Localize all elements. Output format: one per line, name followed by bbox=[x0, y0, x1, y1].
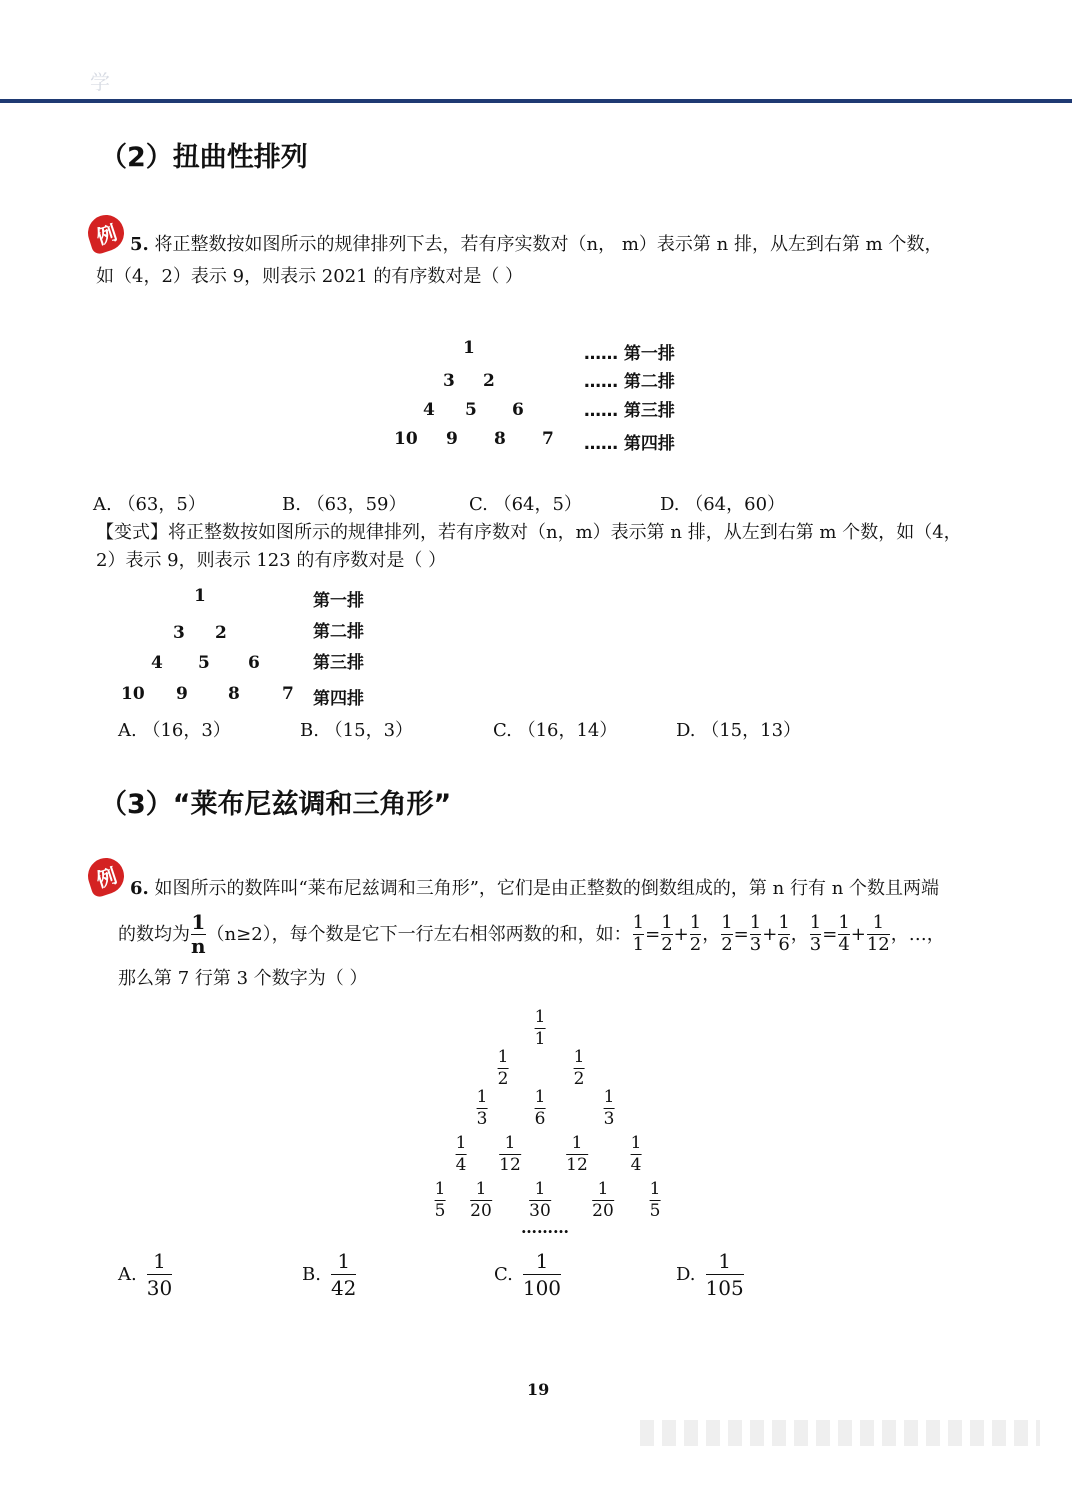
q5-row-label: …… 第三排 bbox=[584, 401, 675, 421]
fraction-denominator: 30 bbox=[529, 1200, 551, 1221]
q5-cell: 10 bbox=[394, 429, 418, 449]
q5-cell: 9 bbox=[446, 429, 458, 449]
q5-cell: 5 bbox=[465, 400, 477, 420]
fraction-numerator: 1 bbox=[597, 1179, 609, 1199]
variant-cell: 1 bbox=[194, 586, 206, 606]
q5-row-label: …… 第一排 bbox=[584, 344, 675, 364]
q5-option-a[interactable]: A. （63，5） bbox=[93, 494, 206, 515]
variant-row-label: 第三排 bbox=[313, 653, 364, 673]
variant-cell: 3 bbox=[173, 623, 185, 643]
q5-line1 bbox=[130, 234, 942, 256]
equation-symbol: + bbox=[850, 923, 866, 945]
fraction-denominator: 2 bbox=[689, 934, 702, 955]
fraction-numerator: 1 bbox=[535, 1249, 549, 1273]
variant-cell: 9 bbox=[176, 684, 188, 704]
fraction-numerator: 1 bbox=[632, 912, 645, 934]
fraction bbox=[838, 914, 849, 955]
fraction-denominator: 1 bbox=[534, 1028, 546, 1049]
fraction-numerator: 1 bbox=[475, 1179, 487, 1199]
triangle-cell bbox=[631, 1134, 642, 1174]
q5-number: 5. bbox=[130, 234, 149, 255]
fraction bbox=[750, 914, 761, 955]
fraction-numerator: 1 bbox=[689, 912, 702, 934]
triangle-cell bbox=[574, 1048, 585, 1088]
fraction-numerator: 1 bbox=[571, 1133, 583, 1153]
option-label: B. bbox=[302, 1263, 321, 1285]
triangle-ellipsis: ……… bbox=[521, 1218, 569, 1237]
fraction-numerator: 1 bbox=[337, 1249, 351, 1273]
triangle-cell bbox=[477, 1088, 488, 1128]
fraction bbox=[810, 914, 821, 955]
fraction-denominator: 12 bbox=[566, 1154, 588, 1175]
variant-cell: 7 bbox=[282, 684, 294, 704]
fraction-denominator: 100 bbox=[522, 1276, 562, 1300]
option-label: C. bbox=[494, 1263, 513, 1285]
variant-cell: 8 bbox=[228, 684, 240, 704]
fraction-denominator: 2 bbox=[573, 1068, 585, 1089]
fraction-numerator: 1 bbox=[504, 1133, 516, 1153]
q6-text-2b: （n≥2），每个数是它下一行左右相邻两数的和，如： bbox=[206, 923, 632, 945]
variant-line2: 2）表示 9，则表示 123 的有序数对是（ ） bbox=[96, 550, 447, 571]
q5-cell: 7 bbox=[542, 429, 554, 449]
equation-symbol: = bbox=[645, 923, 661, 945]
example-badge-icon: 例 bbox=[83, 853, 128, 898]
equation-symbol: ， bbox=[790, 923, 809, 945]
triangle-cell bbox=[470, 1180, 492, 1220]
variant-option-b[interactable]: B. （15，3） bbox=[300, 720, 414, 741]
q6-line1 bbox=[130, 878, 939, 900]
section-title-2: （2）扭曲性排列 bbox=[100, 142, 308, 173]
variant-line1: 【变式】将正整数按如图所示的规律排列，若有序数对（n，m）表示第 n 排，从左到右第 m 个数，如（4， bbox=[96, 522, 962, 543]
fraction-numerator: 1 bbox=[534, 1087, 546, 1107]
triangle-cell bbox=[604, 1088, 615, 1128]
fraction-numerator: 1 bbox=[661, 912, 673, 934]
q5-text-1: 将正整数按如图所示的规律排列下去，若有序实数对（n， m）表示第 n 排，从左到右第 m 个数， bbox=[154, 234, 943, 255]
fraction bbox=[147, 1250, 172, 1299]
fraction-denominator: 20 bbox=[470, 1200, 492, 1221]
fraction-numerator: 1 bbox=[872, 912, 885, 934]
q6-option-d[interactable] bbox=[676, 1250, 744, 1299]
example-badge-icon: 例 bbox=[83, 210, 128, 255]
variant-option-d[interactable]: D. （15，13） bbox=[676, 720, 802, 741]
fraction bbox=[721, 914, 732, 955]
bottom-decoration bbox=[640, 1420, 1040, 1446]
fraction bbox=[331, 1250, 356, 1299]
fraction-numerator: 1 bbox=[455, 1133, 467, 1153]
equation-symbol: + bbox=[673, 923, 689, 945]
triangle-cell bbox=[566, 1134, 588, 1174]
fraction-bar bbox=[331, 1274, 356, 1275]
equation-symbol: ， bbox=[702, 923, 721, 945]
fraction-denominator: 20 bbox=[592, 1200, 614, 1221]
fraction-numerator: 1 bbox=[649, 1179, 661, 1199]
triangle-cell bbox=[435, 1180, 446, 1220]
variant-cell: 5 bbox=[198, 653, 210, 673]
fraction-numerator: 1 bbox=[603, 1087, 615, 1107]
equation-symbol: ，…， bbox=[890, 923, 945, 945]
triangle-cell bbox=[499, 1134, 521, 1174]
fraction-denominator: 12 bbox=[499, 1154, 521, 1175]
triangle-cell bbox=[456, 1134, 467, 1174]
fraction-denominator: 4 bbox=[455, 1154, 467, 1175]
fraction bbox=[867, 914, 890, 955]
q5-cell: 1 bbox=[463, 338, 475, 358]
fraction-numerator: 1 bbox=[497, 1047, 509, 1067]
triangle-cell bbox=[535, 1088, 546, 1128]
variant-option-a[interactable]: A. （16，3） bbox=[118, 720, 231, 741]
fraction-denominator: 6 bbox=[778, 934, 790, 955]
fraction-denominator: 5 bbox=[434, 1200, 446, 1221]
triangle-cell bbox=[498, 1048, 509, 1088]
fraction bbox=[633, 914, 644, 955]
fraction-numerator: 1 bbox=[534, 1007, 546, 1027]
fraction-denominator: 4 bbox=[838, 934, 850, 955]
equation-symbol: = bbox=[822, 923, 838, 945]
option-label: A. bbox=[118, 1263, 137, 1285]
variant-cell: 4 bbox=[151, 653, 163, 673]
fraction-denominator: 3 bbox=[603, 1108, 615, 1129]
q6-text-1: 如图所示的数阵叫“莱布尼兹调和三角形”，它们是由正整数的倒数组成的，第 n 行有 n 个数且两端 bbox=[154, 878, 940, 899]
variant-option-c[interactable]: C. （16，14） bbox=[493, 720, 618, 741]
fraction-numerator: 1 bbox=[476, 1087, 488, 1107]
q6-text-2a: 的数均为 bbox=[118, 923, 190, 945]
fraction bbox=[690, 914, 701, 955]
fraction-bar bbox=[147, 1274, 172, 1275]
q5-row-label: …… 第四排 bbox=[584, 434, 675, 454]
q6-examples bbox=[632, 914, 945, 955]
fraction-denominator: 30 bbox=[146, 1276, 173, 1300]
fraction-numerator: 1 bbox=[718, 1249, 731, 1273]
q6-option-b[interactable] bbox=[302, 1250, 356, 1299]
fraction-bar bbox=[523, 1274, 561, 1275]
section-title-3: （3）“莱布尼兹调和三角形” bbox=[100, 789, 452, 820]
fraction-numerator: 1 bbox=[191, 910, 206, 934]
option-label: D. bbox=[676, 1263, 696, 1285]
fraction-denominator: 4 bbox=[630, 1154, 642, 1175]
fraction-denominator: 2 bbox=[661, 934, 673, 955]
fraction-numerator: 1 bbox=[630, 1133, 642, 1153]
q5-cell: 4 bbox=[423, 400, 435, 420]
fraction-denominator: n bbox=[191, 934, 206, 958]
q6-line2 bbox=[118, 912, 945, 957]
variant-cell: 10 bbox=[121, 684, 145, 704]
q6-inline-fraction bbox=[191, 912, 206, 957]
fraction-numerator: 1 bbox=[778, 912, 790, 934]
variant-row-label: 第四排 bbox=[313, 689, 364, 709]
fraction-denominator: 3 bbox=[809, 934, 822, 955]
q6-number: 6. bbox=[130, 878, 149, 899]
fraction bbox=[661, 914, 672, 955]
triangle-cell bbox=[535, 1008, 546, 1048]
fraction-denominator: 2 bbox=[497, 1068, 509, 1089]
equation-symbol: = bbox=[733, 923, 749, 945]
fraction-numerator: 1 bbox=[749, 912, 762, 934]
triangle-cell bbox=[529, 1180, 551, 1220]
fraction-denominator: 12 bbox=[866, 934, 890, 955]
variant-cell: 2 bbox=[215, 623, 227, 643]
q5-line2: 如（4，2）表示 9，则表示 2021 的有序数对是（ ） bbox=[96, 266, 524, 287]
fraction bbox=[706, 1250, 744, 1299]
q6-option-c[interactable] bbox=[494, 1250, 561, 1299]
fraction-numerator: 1 bbox=[534, 1179, 546, 1199]
fraction-numerator: 1 bbox=[809, 912, 822, 934]
q6-option-a[interactable] bbox=[118, 1250, 172, 1299]
q5-cell: 8 bbox=[494, 429, 506, 449]
variant-row-label: 第一排 bbox=[313, 591, 364, 611]
fraction-denominator: 3 bbox=[476, 1108, 488, 1129]
q5-row-label: …… 第二排 bbox=[584, 372, 675, 392]
fraction-denominator: 6 bbox=[534, 1108, 546, 1129]
variant-cell: 6 bbox=[248, 653, 260, 673]
fraction-numerator: 1 bbox=[573, 1047, 585, 1067]
q5-cell: 2 bbox=[483, 371, 495, 391]
fraction-numerator: 1 bbox=[434, 1179, 446, 1199]
q6-line3: 那么第 7 行第 3 个数字为（ ） bbox=[118, 968, 368, 989]
q5-cell: 3 bbox=[443, 371, 455, 391]
fraction-denominator: 105 bbox=[705, 1276, 744, 1300]
q5-cell: 6 bbox=[512, 400, 524, 420]
q5-option-d[interactable]: D. （64，60） bbox=[660, 494, 786, 515]
variant-row-label: 第二排 bbox=[313, 622, 364, 642]
fraction bbox=[778, 914, 789, 955]
triangle-cell bbox=[592, 1180, 614, 1220]
fraction-denominator: 2 bbox=[721, 934, 733, 955]
page-number: 19 bbox=[527, 1380, 550, 1399]
fraction-numerator: 1 bbox=[838, 912, 850, 934]
fraction-denominator: 5 bbox=[649, 1200, 661, 1221]
fraction-numerator: 1 bbox=[721, 912, 733, 934]
triangle-cell bbox=[650, 1180, 661, 1220]
q5-option-c[interactable]: C. （64，5） bbox=[469, 494, 582, 515]
fraction-numerator: 1 bbox=[153, 1249, 166, 1273]
fraction-bar bbox=[706, 1274, 744, 1275]
fraction-denominator: 42 bbox=[330, 1276, 357, 1300]
header-text: 学 bbox=[90, 70, 110, 94]
fraction-denominator: 1 bbox=[632, 934, 645, 955]
fraction-denominator: 3 bbox=[749, 934, 762, 955]
equation-symbol: + bbox=[762, 923, 778, 945]
q5-option-b[interactable]: B. （63，59） bbox=[282, 494, 407, 515]
fraction bbox=[523, 1250, 561, 1299]
header-rule bbox=[0, 99, 1072, 103]
